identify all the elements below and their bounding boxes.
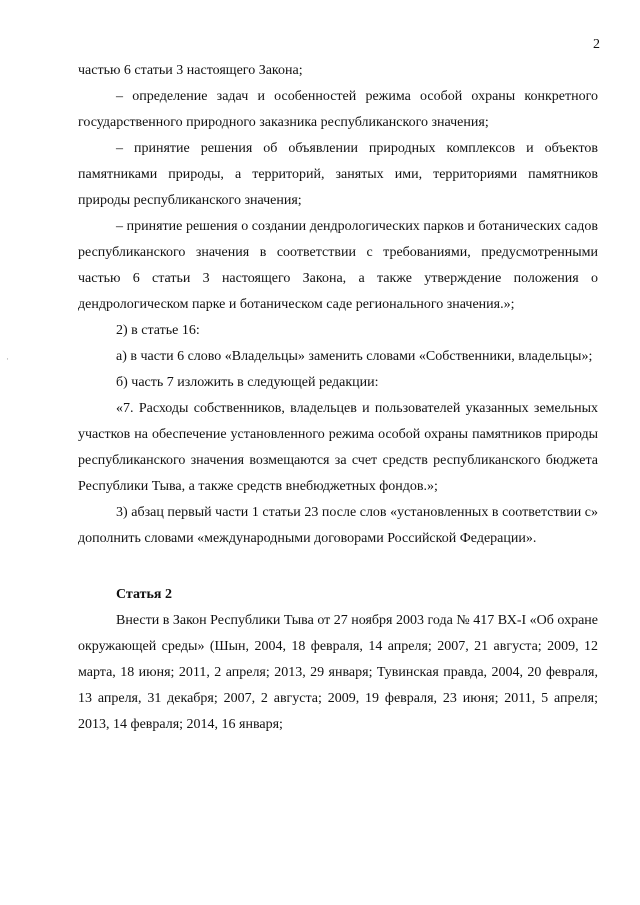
paragraph-part-7-text: «7. Расходы собственников, владельцев и пользователей указанных земельных участков на обеспечение установленного режима особой охраны памятников природы республиканского значения возмещаются за счет средств республиканского бюджета Республики Тыва, а также средств внебюджетных фондов.»; — [78, 401, 598, 494]
margin-mark: · — [6, 354, 9, 364]
paragraph-article-23: 3) абзац первый части 1 статьи 23 после слов «установленных в соответствии с» дополнить словами «международными договорами Российской Федерации». — [78, 505, 598, 546]
paragraph-natural-monuments: – принятие решения об объявлении природных комплексов и объектов памятниками природы, а территорий, занятых ими, территориями памятников природы республиканского значения; — [78, 141, 598, 208]
paragraph-part-7-intro: б) часть 7 изложить в следующей редакции: — [116, 375, 379, 390]
paragraph-dendrological-parks: – принятие решения о создании дендрологических парков и ботанических садов республиканского значения в соответствии с требованиями, предусмотренными частью 6 статьи 3 настоящего Закона, а также утверждение положения о дендрологическом парке и ботаническом саде регионального значения.»; — [78, 219, 598, 312]
paragraph-reserve-regime: – определение задач и особенностей режима особой охраны конкретного государственного природного заказника республиканского значения; — [78, 89, 598, 130]
paragraph-article-16: 2) в статье 16: — [116, 323, 200, 338]
page-number: 2 — [593, 37, 600, 52]
paragraph-continuation: частью 6 статьи 3 настоящего Закона; — [78, 63, 303, 78]
document-body — [78, 58, 598, 738]
article-2-heading: Статья 2 — [116, 587, 172, 602]
article-2-text: Внести в Закон Республики Тыва от 27 ноября 2003 года № 417 ВХ-I «Об охране окружающей среды» (Шын, 2004, 18 февраля, 14 апреля; 2007, 21 августа; 2009, 12 марта, 18 июня; 2011, 2 апреля; 2013, 29 января; Тувинская правда, 2004, 20 февраля, 13 апреля, 31 декабря; 2007, 2 августа; 2009, 19 февраля, 23 июня; 2011, 5 апреля; 2013, 14 февраля; 2014, 16 января; — [78, 613, 598, 732]
paragraph-part-6: а) в части 6 слово «Владельцы» заменить словами «Собственники, владельцы»; — [116, 349, 593, 364]
